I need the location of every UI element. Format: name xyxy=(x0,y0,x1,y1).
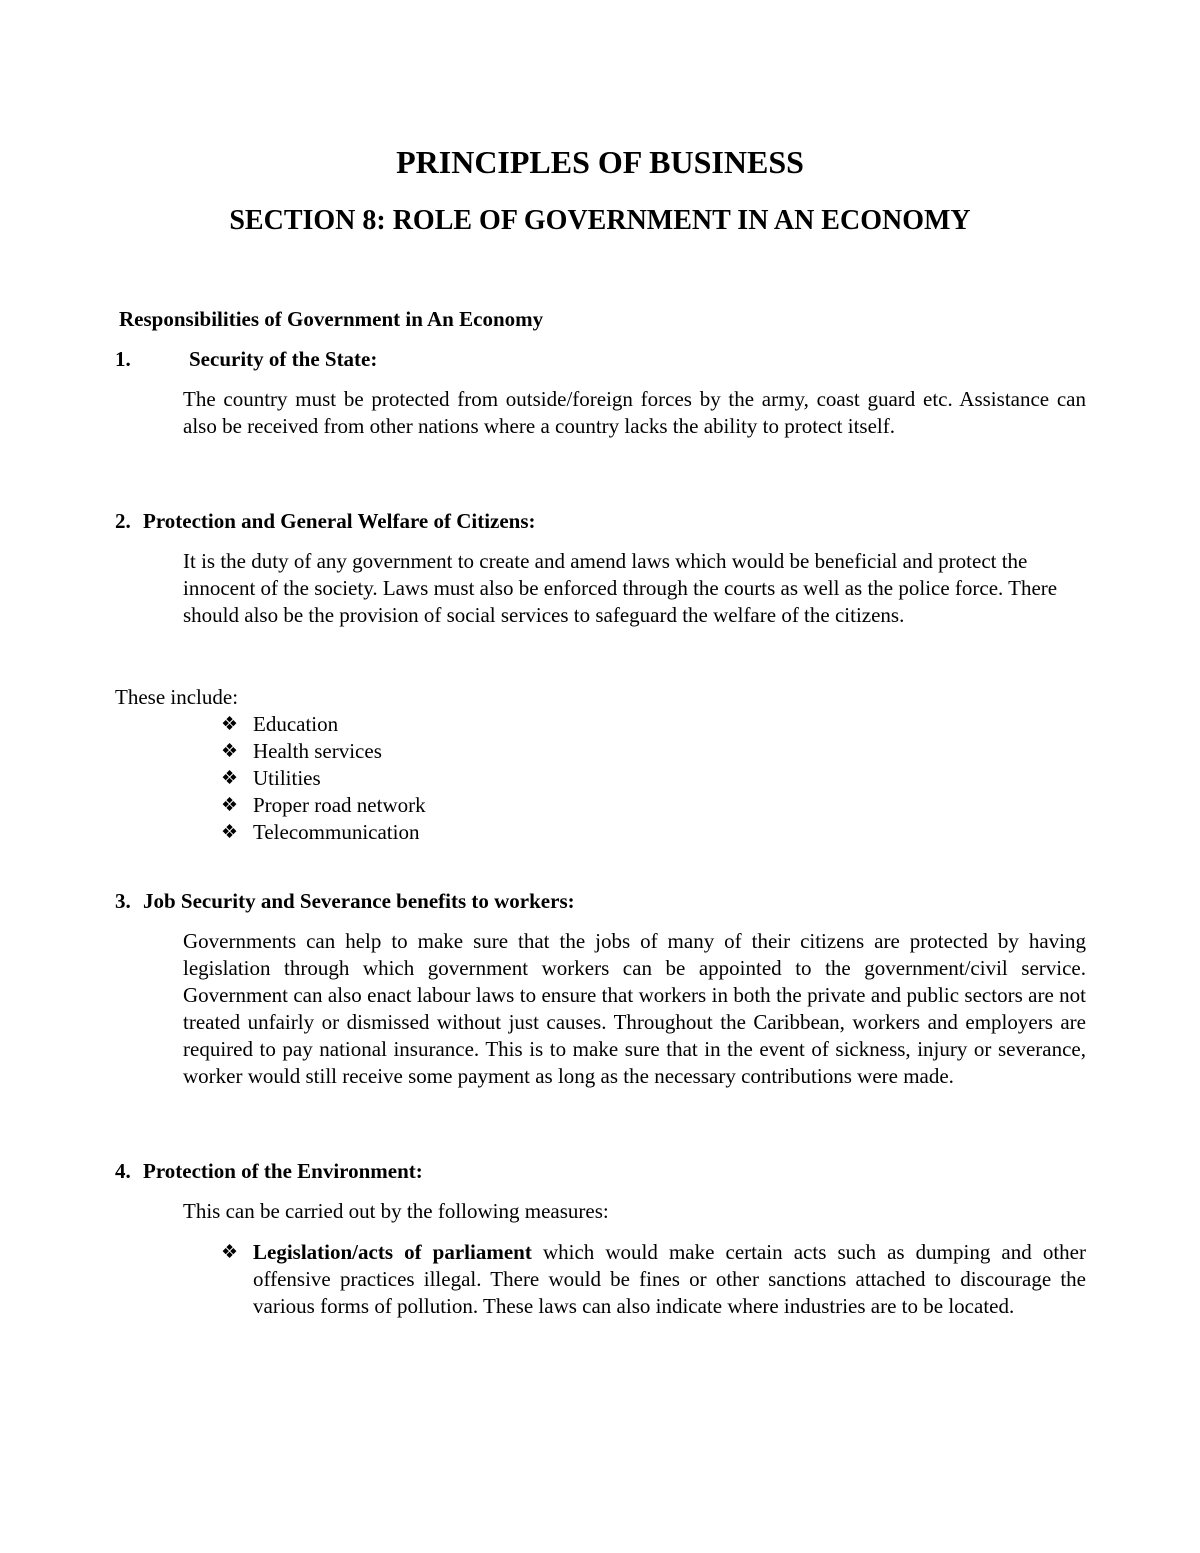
service-label: Health services xyxy=(253,739,382,763)
list-item xyxy=(221,792,721,819)
section-title: SECTION 8: ROLE OF GOVERNMENT IN AN ECONOMY xyxy=(229,205,971,236)
service-label: Proper road network xyxy=(253,793,426,817)
services-intro: These include: xyxy=(115,685,239,709)
item-3-number: 3. xyxy=(115,889,131,913)
diamond-bullet-icon: ❖ xyxy=(221,768,239,789)
item-1-number: 1. xyxy=(115,347,131,371)
item-2-body: It is the duty of any government to create and amend laws which would be beneficial and protect the innocent of the society. Laws must also be enforced through the courts as well as the police force. There should also be the provision of social services to safeguard the welfare of the citizens. xyxy=(183,549,1058,627)
item-2-number: 2. xyxy=(115,509,131,533)
diamond-bullet-icon: ❖ xyxy=(221,714,239,735)
service-label: Education xyxy=(253,712,339,736)
list-item xyxy=(221,819,721,846)
item-4-number: 4. xyxy=(115,1159,131,1183)
measure-text: which would make certain acts such as dumping and other offensive practices illegal. There would be fines or other sanctions attached to discourage the various forms of pollution. These laws can also indicate where industries are to be located. xyxy=(253,1240,1086,1318)
diamond-bullet-icon: ❖ xyxy=(221,822,239,843)
item-3-body: Governments can help to make sure that the jobs of many of their citizens are protected by having legislation through which government workers can be appointed to the government/civil service. Government can also enact labour laws to ensure that workers in both the private and public sectors are not treated unfairly or dismissed without just causes. Throughout the Caribbean, workers and employers are required to pay national insurance. This is to make sure that in the event of sickness, injury or severance, worker would still receive some payment as long as the necessary contributions were made. xyxy=(183,929,1086,1088)
service-label: Utilities xyxy=(253,766,321,790)
list-item xyxy=(221,765,721,792)
diamond-bullet-icon: ❖ xyxy=(221,795,239,816)
measure-title: Legislation/acts of parliament xyxy=(253,1240,532,1264)
item-1-body: The country must be protected from outside/foreign forces by the army, coast guard etc. Assistance can also be received from other nations where a country lacks the ability to protect itself. xyxy=(183,387,1086,438)
diamond-bullet-icon: ❖ xyxy=(221,741,239,762)
list-item xyxy=(221,738,721,765)
item-1-heading: Security of the State: xyxy=(189,347,378,371)
document-title: PRINCIPLES OF BUSINESS xyxy=(396,144,804,180)
item-2-heading: Protection and General Welfare of Citizens: xyxy=(143,509,536,533)
measures-list xyxy=(221,1239,1086,1320)
item-3-heading: Job Security and Severance benefits to workers: xyxy=(143,889,575,913)
list-item xyxy=(221,1239,1086,1320)
service-label: Telecommunication xyxy=(253,820,420,844)
item-4-body: This can be carried out by the following measures: xyxy=(183,1199,609,1223)
responsibilities-heading: Responsibilities of Government in An Economy xyxy=(119,307,544,331)
services-list xyxy=(221,711,721,846)
item-4-heading: Protection of the Environment: xyxy=(143,1159,423,1183)
diamond-bullet-icon: ❖ xyxy=(221,1242,239,1263)
list-item xyxy=(221,711,721,738)
